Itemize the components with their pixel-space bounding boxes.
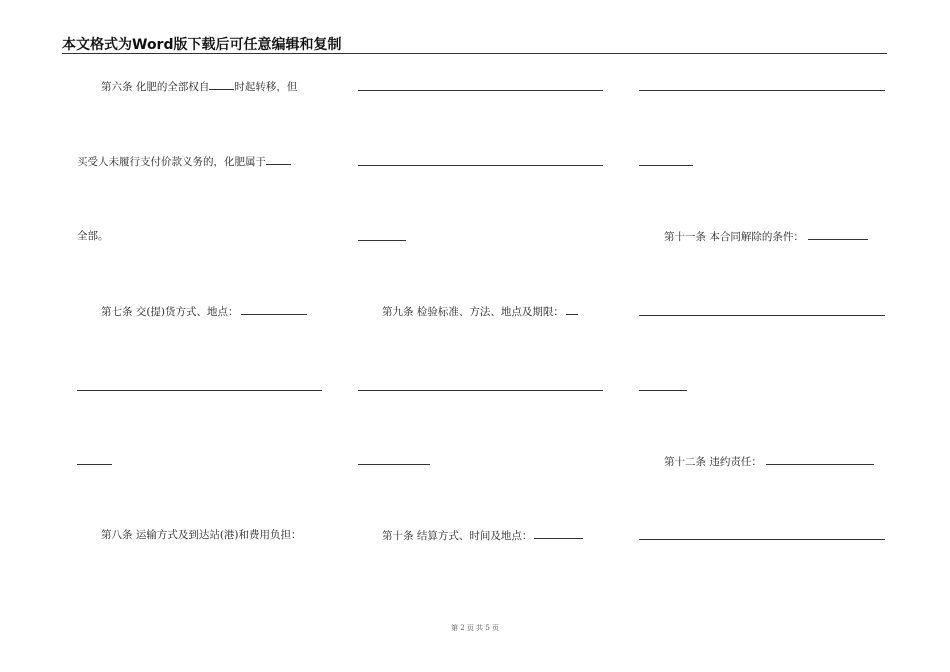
fill-blank [808,229,868,240]
fill-line [77,464,112,465]
article-9-text: 第九条 检验标准、方法、地点及期限： [382,306,564,318]
article-11-line [664,229,868,244]
fill-line [358,464,430,465]
fill-line [639,390,687,391]
article-11-text: 第十一条 本合同解除的条件： [664,231,804,243]
fill-line [639,90,885,91]
fill-line [639,315,885,316]
article-7-line [101,304,307,319]
article-7-text: 第七条 交(提)货方式、地点： [101,306,239,318]
article-6-text-a: 第六条 化肥的全部权自 [101,81,210,93]
article-6-line-3: 全部。 [77,230,109,242]
document-header-title: 本文格式为Word版下载后可任意编辑和复制 [62,37,342,53]
article-10-text: 第十条 结算方式、时间及地点： [382,530,533,542]
article-9-line [382,304,578,319]
fill-blank [209,79,234,90]
fill-line [358,390,603,391]
fill-blank [766,454,874,465]
article-6-line-1 [101,79,297,94]
article-8-line: 第八条 运输方式及到达站(港)和费用负担： [101,529,302,541]
fill-line [77,390,322,391]
fill-blank [266,154,291,165]
fill-blank [241,304,307,315]
fill-line [358,240,406,241]
fill-line [358,165,603,166]
article-6-line-2 [77,154,291,169]
article-6-text-b: 时起转移，但 [234,81,298,93]
article-12-line [664,454,874,469]
article-10-line [382,528,583,543]
fill-line [639,165,693,166]
fill-blank [566,304,578,315]
fill-line [639,539,885,540]
article-6-text-c: 买受人未履行支付价款义务的，化肥属于 [77,156,266,168]
fill-blank [534,528,583,539]
fill-line [358,90,603,91]
header-divider [62,53,887,54]
article-12-text: 第十二条 违约责任： [664,456,762,468]
page-number: 第 2 页 共 5 页 [450,624,500,632]
